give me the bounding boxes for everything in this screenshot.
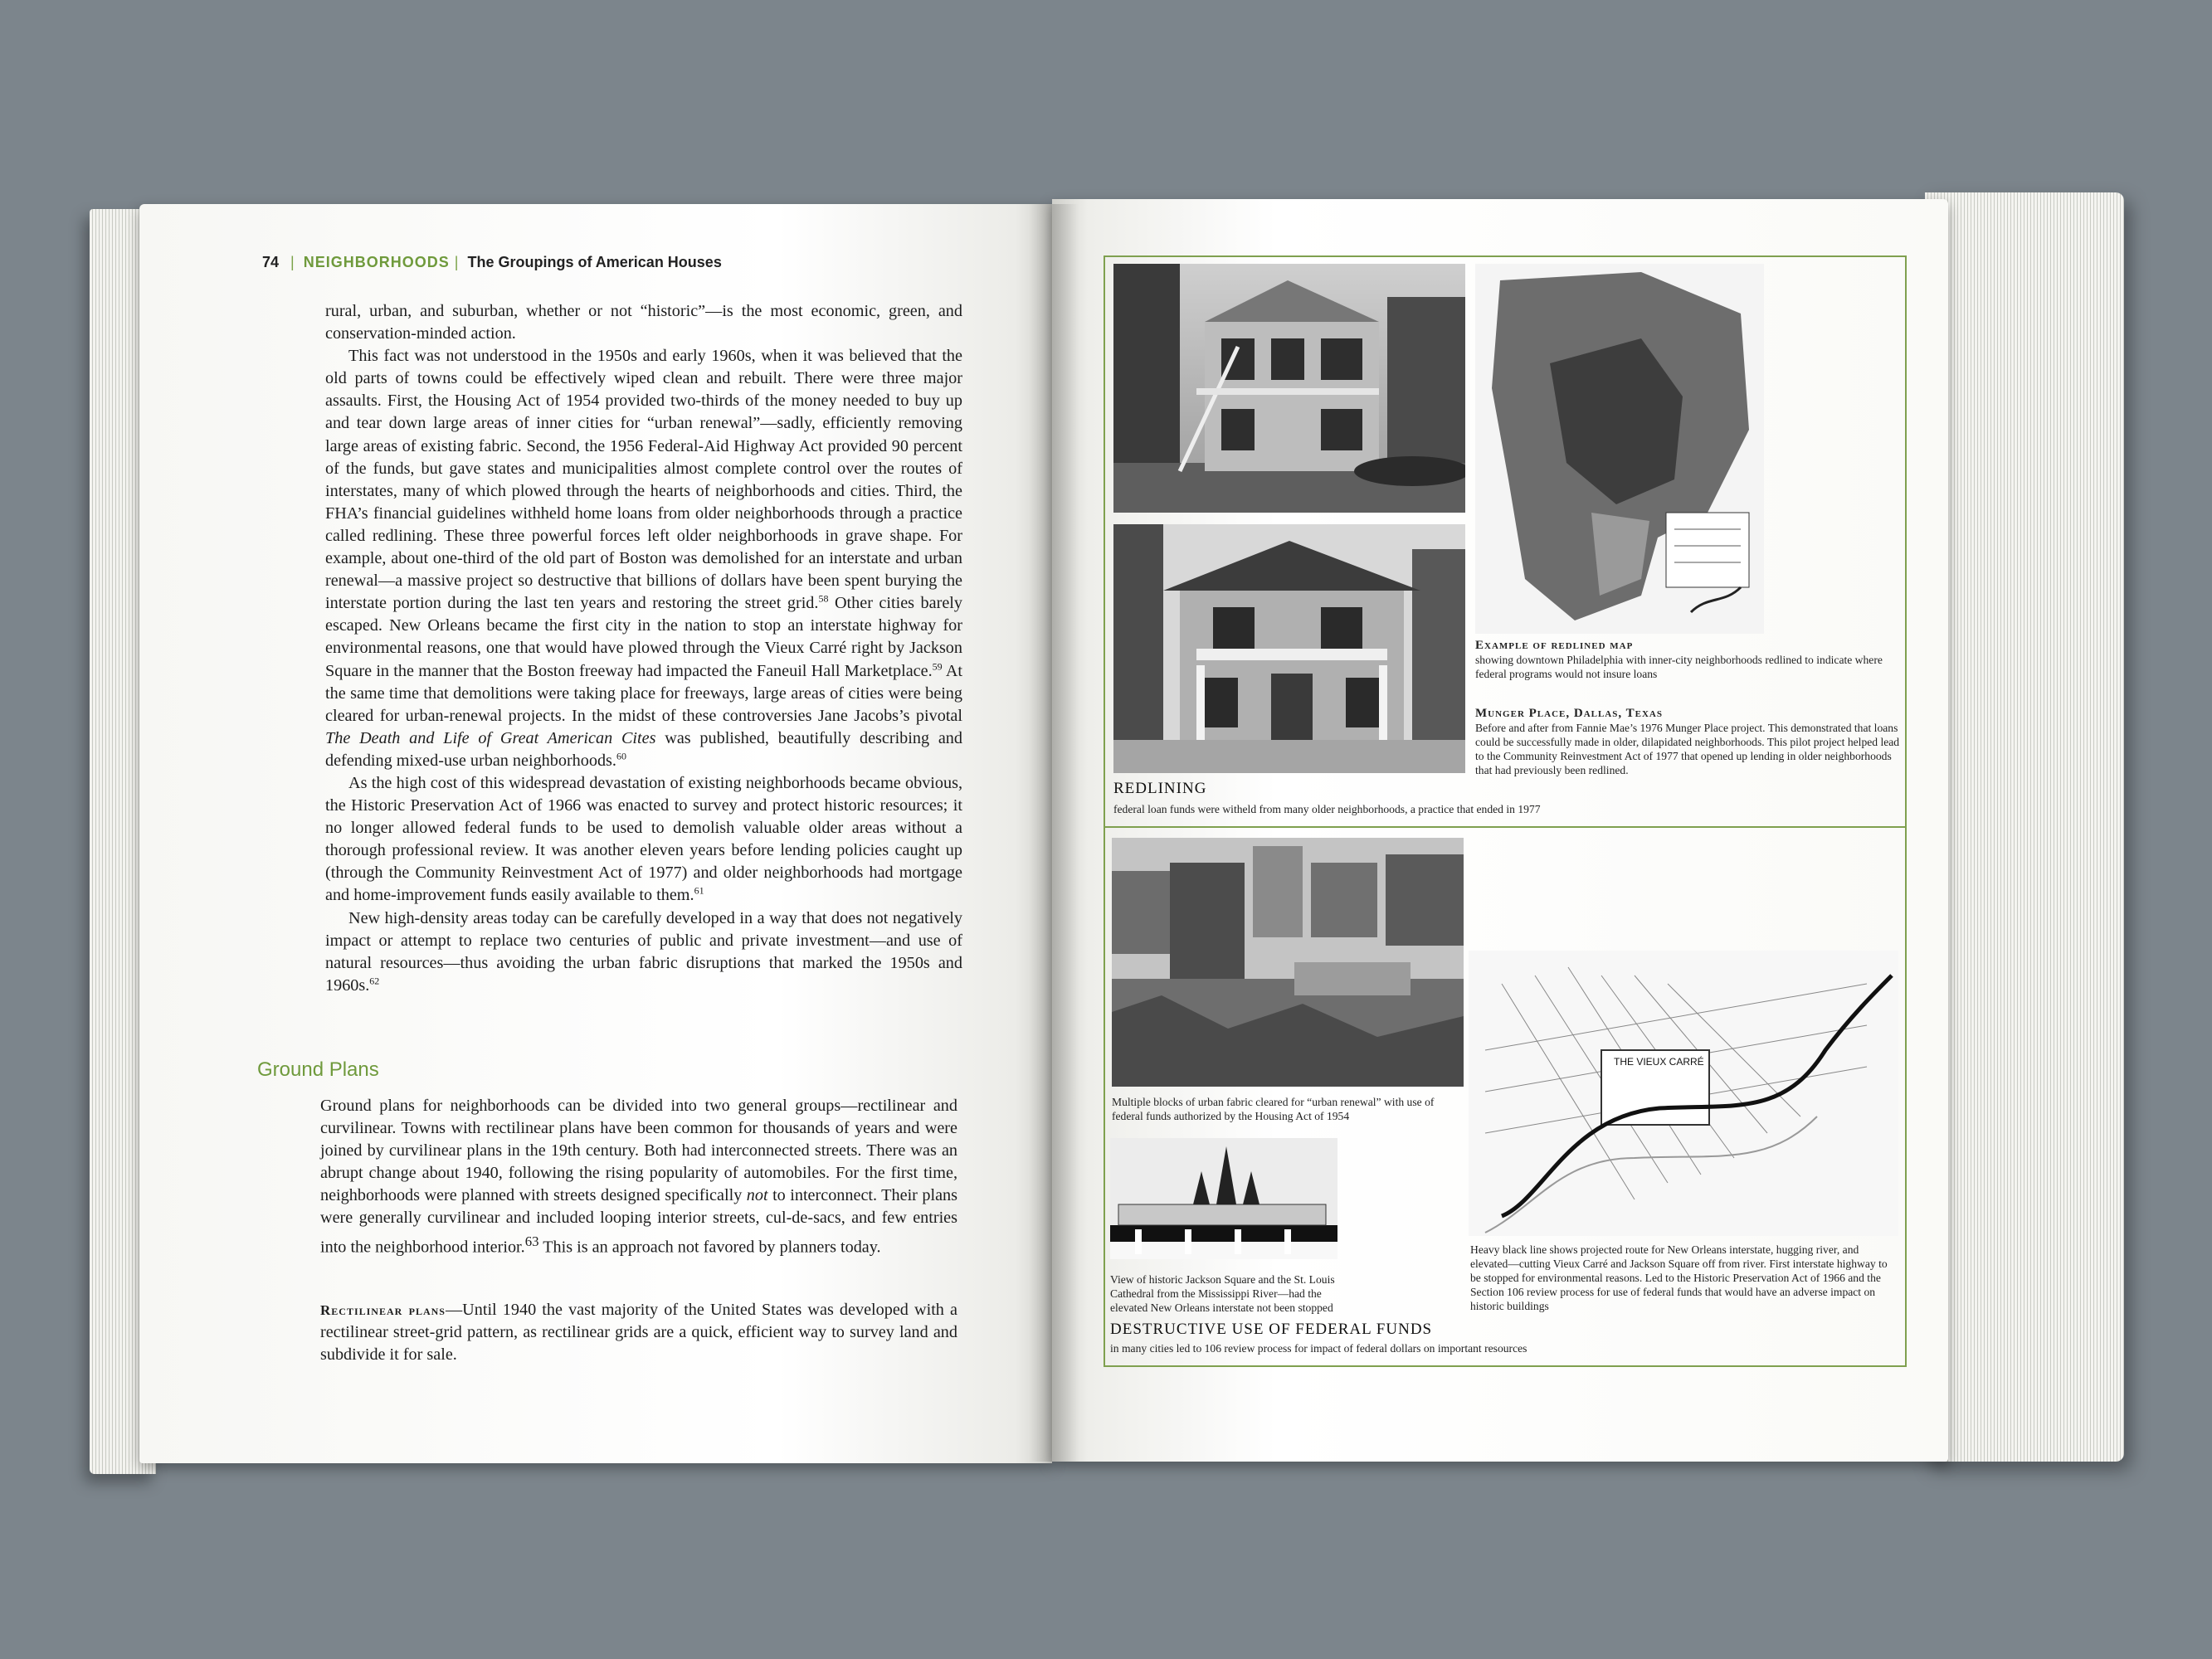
redlined-map-title: Example of redlined map — [1475, 639, 1634, 652]
jackson-square-drawing — [1110, 1138, 1337, 1259]
paragraph: New high-density areas today can be carefully developed in a way that does not negatively impact or attempt to replace two centuries of public and private investment—and use of natural resources—thus avoiding the urban fabric disruptions that marked the 1950s and 1960s.$^{62}$ — [325, 908, 962, 995]
paragraph: This fact was not understood in the 1950s and early 1960s, when it was believed that the old parts of towns could be effectively wiped clean and rebuilt. There were three major assaults. First, the Housing Act of 1954 provided two-thirds of the money needed to buy up and tear down large areas of inner cities for “urban renewal”—sadly, efficiently removing large areas of existing fabric. Second, the 1956 Federal-Aid Highway Act provided 90 percent of the funds, but gave states and municipalities almost complete control over the routes of interstates, many of which plowed through the hearts of neighborhoods and cities. Third, the FHA’s financial guidelines withheld home loans from older neighborhoods through a practice called redlining. These three powerful forces left older neighborhoods in grave shape. For example, about one-third of the old part of Boston was demolished for an interstate and urban renewal—a massive project so destructive that billions of dollars have been spent burying the interstate portion during the last ten years and restoring the street grid.$^{58}$ Other cities barely escaped. New Orleans became the first city in the nation to stop an interstate highway for environmental reasons, one that would have plowed through the Vieux Carré right by Jackson Square in the manner that the Boston freeway had impacted the Faneuil Hall Marketplace.$^{59}$ At the same time that demolitions were taking place for freeways, large areas of cities were being cleared for urban-renewal projects. In the midst of these controversies Jane Jacobs’s pivotal The Death and Life of Great American Cites was published, beautifully describing and defending mixed-use urban neighborhoods.$^{60}$ — [325, 347, 962, 770]
rectilinear-label: Rectilinear plans — [320, 1302, 446, 1318]
jackson-square-caption: View of historic Jackson Square and the St. Louis Cathedral from the Mississippi River—had the elevated New Orleans interstate not been stopped — [1110, 1273, 1335, 1314]
paragraph: As the high cost of this widespread devastation of existing neighborhoods became obvious, the Historic Preservation Act of 1966 was enacted to survey and protect historic resources; it no longer allowed federal funds to be used to demolish valuable older areas without a thorough professional review. It was another eleven years before lending policies caught up (through the Community Reinvestment Act of 1977) and older neighborhoods had mortgage and home-improvement funds easily available to them.$^{61}$ — [325, 773, 962, 905]
rectilinear-text — [320, 1299, 957, 1366]
urban-renewal-caption: Multiple blocks of urban fabric cleared for “urban renewal” with use of federal funds authorized by the Housing Act of 1954 — [1112, 1096, 1435, 1122]
house-photo-after — [1113, 524, 1465, 773]
book-title: The Death and Life of Great American Cites — [325, 728, 656, 747]
urban-renewal-photo — [1112, 838, 1464, 1087]
running-head: 74 | NEIGHBORHOODS | The Groupings of American Houses — [262, 254, 722, 270]
munger-title: Munger Place, Dallas, Texas — [1475, 707, 1663, 720]
page-number: 74 — [262, 254, 280, 270]
vieux-carre-label: THE VIEUX CARRÉ — [1614, 1056, 1704, 1068]
destructive-caption: in many cities led to 106 review process for impact of federal dollars on important resources — [1110, 1342, 1527, 1355]
paragraph: Ground plans for neighborhoods can be divided into two general groups—rectilinear and curvilinear. Towns with rectilinear plans have been common for thousands of years and were joined by curvilinear plans in the 19th century. Both had interconnected streets. There was an abrupt change about 1940, following the rising popularity of automobiles. For the first time, neighborhoods were planned with streets designed specifically not to interconnect. Their plans were generally curvilinear and included looping interior streets, cul-de-sacs, and few entries into the neighborhood interior.$^{63}$ This is an approach not favored by planners today. — [320, 1097, 957, 1257]
redlined-map — [1475, 264, 1764, 634]
destructive-title: DESTRUCTIVE USE OF FEDERAL FUNDS — [1110, 1321, 1433, 1338]
right-page-stack — [1925, 192, 2124, 1462]
book-spine — [1029, 204, 1079, 1462]
section-title: NEIGHBORHOODS — [303, 254, 450, 270]
house-photo-before — [1113, 264, 1465, 513]
section-heading: Ground Plans — [257, 1058, 379, 1081]
paragraph: rural, urban, and suburban, whether or not “historic”—is the most economic, green, and conservation-minded action. — [325, 302, 962, 343]
paragraph: Rectilinear plans—Until 1940 the vast majority of the United States was developed with a rectilinear street-grid pattern, as rectilinear grids are a quick, efficient way to survey land and subdivide it for sale. — [320, 1301, 957, 1365]
chapter-subtitle: The Groupings of American Houses — [467, 254, 722, 270]
highway-caption: Heavy black line shows projected route for New Orleans interstate, hugging river, and elevated—cutting Vieux Carré and Jackson Square off from river. First interstate highway to be stopped for environmental reasons. Led to the Historic Preservation Act of 1966 and the Section 106 review process for use of federal funds that would have an adverse impact on historic buildings — [1470, 1243, 1888, 1312]
body-text — [325, 300, 962, 997]
munger-caption: Munger Place, Dallas, Texas Before and after from Fannie Mae’s 1976 Munger Place project. This demonstrated that loans could be successfully made in older, dilapidated neighborhoods. This pilot project helped lead to the Community Reinvestment Act of 1977 that opened up lending in older neighborhoods that had previously been redlined. — [1475, 707, 1902, 777]
figure-divider — [1104, 826, 1907, 828]
redlining-title: REDLINING — [1113, 780, 1207, 797]
ground-plans-text — [320, 1095, 957, 1258]
redlining-caption: federal loan funds were witheld from many older neighborhoods, a practice that ended in 1977 — [1113, 803, 1541, 815]
highway-route-map — [1469, 951, 1898, 1236]
redlined-map-caption: Example of redlined map showing downtown Philadelphia with inner-city neighborhoods redlined to indicate where federal programs would not insure loans — [1475, 639, 1907, 681]
